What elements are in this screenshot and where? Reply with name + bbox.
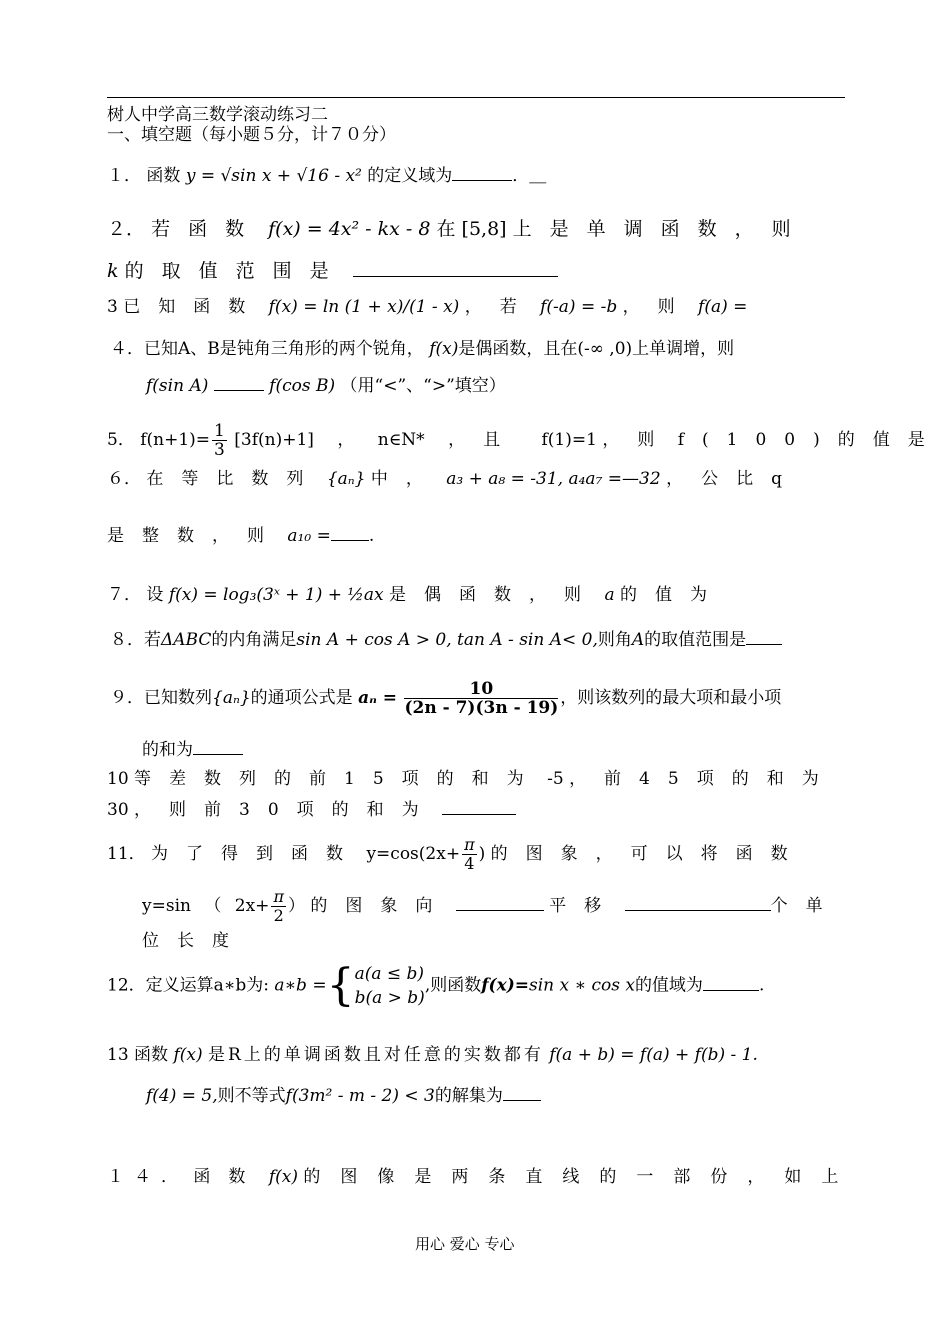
q13-condition: f(a + b) = f(a) + f(b) - 1. [549, 1045, 758, 1065]
q11-two: 2 [273, 906, 284, 925]
q1-number: １． [107, 166, 141, 186]
q14-text-b: 的图像是两条直线的一部份，如上 [303, 1167, 859, 1187]
q12-case-2: b(a > b) [354, 988, 425, 1008]
q11-units-blank[interactable] [625, 892, 771, 911]
question-11-line3 [142, 930, 247, 952]
q6-text-b: 中， [370, 469, 441, 489]
q11-direction-blank[interactable] [456, 892, 544, 911]
q7-text-b: 是偶函数，则 [389, 585, 600, 605]
q13-line2-c: 的解集为 [434, 1086, 503, 1106]
q10-text-a: 等差数列的前15项的和为 [134, 769, 542, 789]
q2-text-d: 的取值范围是 [124, 260, 347, 282]
q9-text-d: 的和为 [142, 740, 193, 760]
q11-fraction-1 [462, 836, 477, 873]
q9-seq: {aₙ} [212, 688, 251, 708]
q12-text-b: ,则函数 [424, 975, 482, 996]
q11-text-a: 为了得到函数 [151, 844, 362, 864]
q6-text-a: 在等比数列 [146, 469, 322, 489]
q2-text-c: 上是单调函数，则 [512, 218, 809, 240]
q9-number: ９． [110, 688, 144, 708]
q11-pi: π [464, 835, 475, 854]
question-2 [107, 218, 809, 240]
q11-src-b: （ [204, 896, 222, 916]
q2-answer-blank[interactable] [353, 258, 558, 277]
question-14 [107, 1166, 858, 1188]
q11-number: 11． [107, 844, 146, 864]
q3-text-a: 已知函数 [123, 297, 264, 317]
q9-fraction [404, 680, 558, 717]
q4-text-b: 是偶函数，且在 [458, 339, 578, 359]
q6-tail: . [368, 526, 375, 546]
q2-number: ２． [107, 218, 146, 240]
q4-answer-blank[interactable] [214, 372, 264, 391]
q2-var: k [107, 260, 119, 282]
q6-number: ６． [107, 469, 141, 489]
q11-src-a: y=sin [142, 896, 191, 916]
q4-number: ４． [110, 339, 144, 359]
q12-brace: { [326, 960, 355, 1011]
question-10-line2 [107, 796, 516, 821]
q5-frac-num: 1 [214, 421, 225, 441]
question-10 [107, 768, 837, 790]
q9-frac-den: (2n - 7)(3n - 19) [404, 698, 559, 718]
q8-answer-blank[interactable] [746, 626, 782, 645]
q13-line2-a: f(4) = 5, [146, 1086, 218, 1106]
question-7 [107, 584, 725, 606]
q6-text-e: = [316, 526, 331, 546]
q5-text: f(n+1)= [140, 430, 211, 450]
q8-text-c: 则角 [597, 630, 632, 650]
q1-tail: ．＿ [512, 166, 547, 186]
q11-text-c: 的图象向 [310, 896, 451, 916]
q1-formula: y = √sin x + √16 - x² [185, 166, 362, 186]
q2-text-a: 若函数 [151, 218, 263, 240]
q13-text-b: 是R上的单调函数且对任意的实数都有 [208, 1045, 544, 1065]
page-footer: 用心 爱心 专心 [415, 1235, 515, 1253]
q4-fx: f(x) [429, 339, 459, 359]
question-4 [110, 338, 734, 360]
q8-text-b: 的内角满足 [211, 630, 297, 650]
q9-text-a: 已知数列 [144, 688, 212, 708]
q13-text-a: 函数 [134, 1045, 169, 1065]
q8-text-d: 的取值范围是 [644, 630, 747, 650]
q5-set: n∈N* [377, 430, 425, 450]
q12-case-1: a(a ≤ b) [354, 964, 425, 984]
q12-tail: . [758, 975, 765, 996]
q8-condition: sin A + cos A > 0, tan A - sin A< 0, [296, 630, 598, 650]
q7-text-a: 设 [146, 585, 164, 605]
question-13-line2 [146, 1082, 541, 1107]
question-2-line2 [107, 258, 558, 282]
question-8 [110, 626, 782, 651]
q3-formula: f(x) = ln (1 + x)/(1 - x) [268, 297, 460, 317]
q8-var: A [631, 630, 645, 650]
q8-number: ８． [110, 630, 144, 650]
q5-text-b: [3f(n)+1] [234, 430, 314, 450]
q3-number: 3 [107, 297, 118, 317]
q11-four: 4 [464, 854, 475, 873]
question-11 [107, 836, 806, 873]
q6-text-c: ，公比q [666, 469, 800, 489]
q13-number: 13 [107, 1045, 129, 1065]
q4-text-d: （用“<”、“>”填空） [340, 376, 506, 396]
q12-text-c: 的值域为 [634, 975, 703, 996]
page-title: 树人中学高三数学滚动练习二 [107, 105, 328, 125]
q14-fx: f(x) [268, 1167, 298, 1187]
q6-answer-blank[interactable] [331, 522, 369, 541]
q3-text-b: ，若 [464, 297, 535, 317]
q12-lhs: a∗b = [274, 975, 327, 996]
question-12 [107, 962, 764, 1016]
q2-formula: f(x) = 4x² - kx - 8 [268, 218, 431, 240]
q10-line2-b: ，则前30项的和为 [134, 800, 437, 820]
q5-ask: f(100)的值是 [677, 430, 943, 450]
q9-lhs: aₙ = [358, 688, 398, 708]
question-9 [110, 680, 781, 717]
q10-number: 10 [107, 769, 129, 789]
q4-text-a: 已知A、B是钝角三角形的两个锐角， [144, 339, 424, 359]
question-1 [107, 162, 546, 187]
q8-triangle: ΔABC [161, 630, 212, 650]
q6-text-d: 是整数，则 [107, 526, 282, 546]
q7-text-c: 的值为 [619, 585, 725, 605]
q12-fx: f(x)= [481, 975, 529, 996]
question-5 [107, 422, 943, 459]
q5-text-c: ， [337, 430, 355, 450]
q7-var: a [604, 585, 615, 605]
q10-value: -5 [547, 769, 564, 789]
q4-text-c: 上单调增，则 [632, 339, 735, 359]
q8-text-a: 若 [144, 630, 161, 650]
q14-text-a: 函数 [193, 1167, 264, 1187]
q10-answer-blank[interactable] [442, 796, 516, 815]
q11-text-d: 平移 [549, 896, 620, 916]
q13-answer-blank[interactable] [503, 1082, 541, 1101]
q3-text-c: ，则 [622, 297, 693, 317]
q10-line2-a: 30 [107, 800, 129, 820]
q13-fx: f(x) [173, 1045, 203, 1065]
q11-fraction-2 [271, 888, 286, 925]
header-rule [107, 97, 845, 98]
q13-line2-b: 则不等式 [217, 1086, 286, 1106]
q12-expr: sin x ∗ cos x [529, 975, 635, 996]
q11-text-b: 的图象，可以将函数 [490, 844, 806, 864]
q11-text-e: 个单 [770, 896, 841, 916]
q9-answer-blank[interactable] [193, 736, 243, 755]
q4-right: f(cos B) [269, 376, 336, 396]
q6-ask: a₁₀ [287, 526, 312, 546]
q12-text-a: 定义运算a∗b为: [145, 975, 269, 996]
q1-answer-blank[interactable] [452, 162, 512, 181]
q12-cases [355, 962, 425, 1010]
q4-left: f(sin A) [146, 376, 209, 396]
question-9-line2 [142, 736, 243, 761]
q9-text-c: ，则该数列的最大项和最小项 [560, 688, 782, 708]
q7-formula: f(x) = log₃(3ˣ + 1) + ½ax [168, 585, 384, 605]
question-13 [107, 1044, 758, 1066]
q2-text-b: 在 [436, 218, 456, 240]
q12-answer-blank[interactable] [703, 972, 759, 991]
q11-src-c: 2x+ [234, 896, 270, 916]
q1-text: 函数 [146, 166, 181, 186]
q12-number: 12． [107, 975, 146, 996]
question-3 [107, 296, 747, 318]
q11-pi-2: π [273, 887, 284, 906]
q13-inequality: f(3m² - m - 2) < 3 [285, 1086, 435, 1106]
q6-condition: a₃ + a₈ = -31, a₄a₇ =—32 [446, 469, 661, 489]
q2-interval: [5,8] [461, 218, 507, 240]
q14-number: １４． [107, 1167, 188, 1187]
question-4-line2 [146, 372, 506, 397]
q5-fraction [212, 422, 227, 459]
q11-target: y=cos(2x+ [366, 844, 461, 864]
q6-seq: {aₙ} [326, 469, 366, 489]
q11-text-f: 位长度 [142, 931, 247, 951]
q5-text-d: ，且 [448, 430, 519, 450]
q10-text-b: ，前45项的和为 [569, 769, 837, 789]
question-11-line2 [142, 888, 841, 925]
q7-number: ７． [107, 585, 141, 605]
q5-text-e: ，则 [602, 430, 673, 450]
q11-close: ) [478, 844, 486, 864]
q3-ask: f(a) = [698, 297, 748, 317]
q3-condition: f(-a) = -b [540, 297, 618, 317]
question-6-line2 [107, 522, 374, 547]
q5-number: 5． [107, 430, 135, 450]
question-6 [107, 468, 800, 490]
q4-interval: (-∞ ,0) [577, 339, 633, 359]
q11-src-d: ） [287, 896, 305, 916]
q5-frac-den: 3 [214, 440, 225, 460]
q9-frac-num: 10 [404, 680, 558, 699]
q5-init: f(1)=1 [541, 430, 597, 450]
section-heading: 一、填空题（每小题５分，计７０分） [107, 125, 396, 145]
q9-text-b: 的通项公式是 [250, 688, 353, 708]
q1-text-post: 的定义域为 [367, 166, 453, 186]
